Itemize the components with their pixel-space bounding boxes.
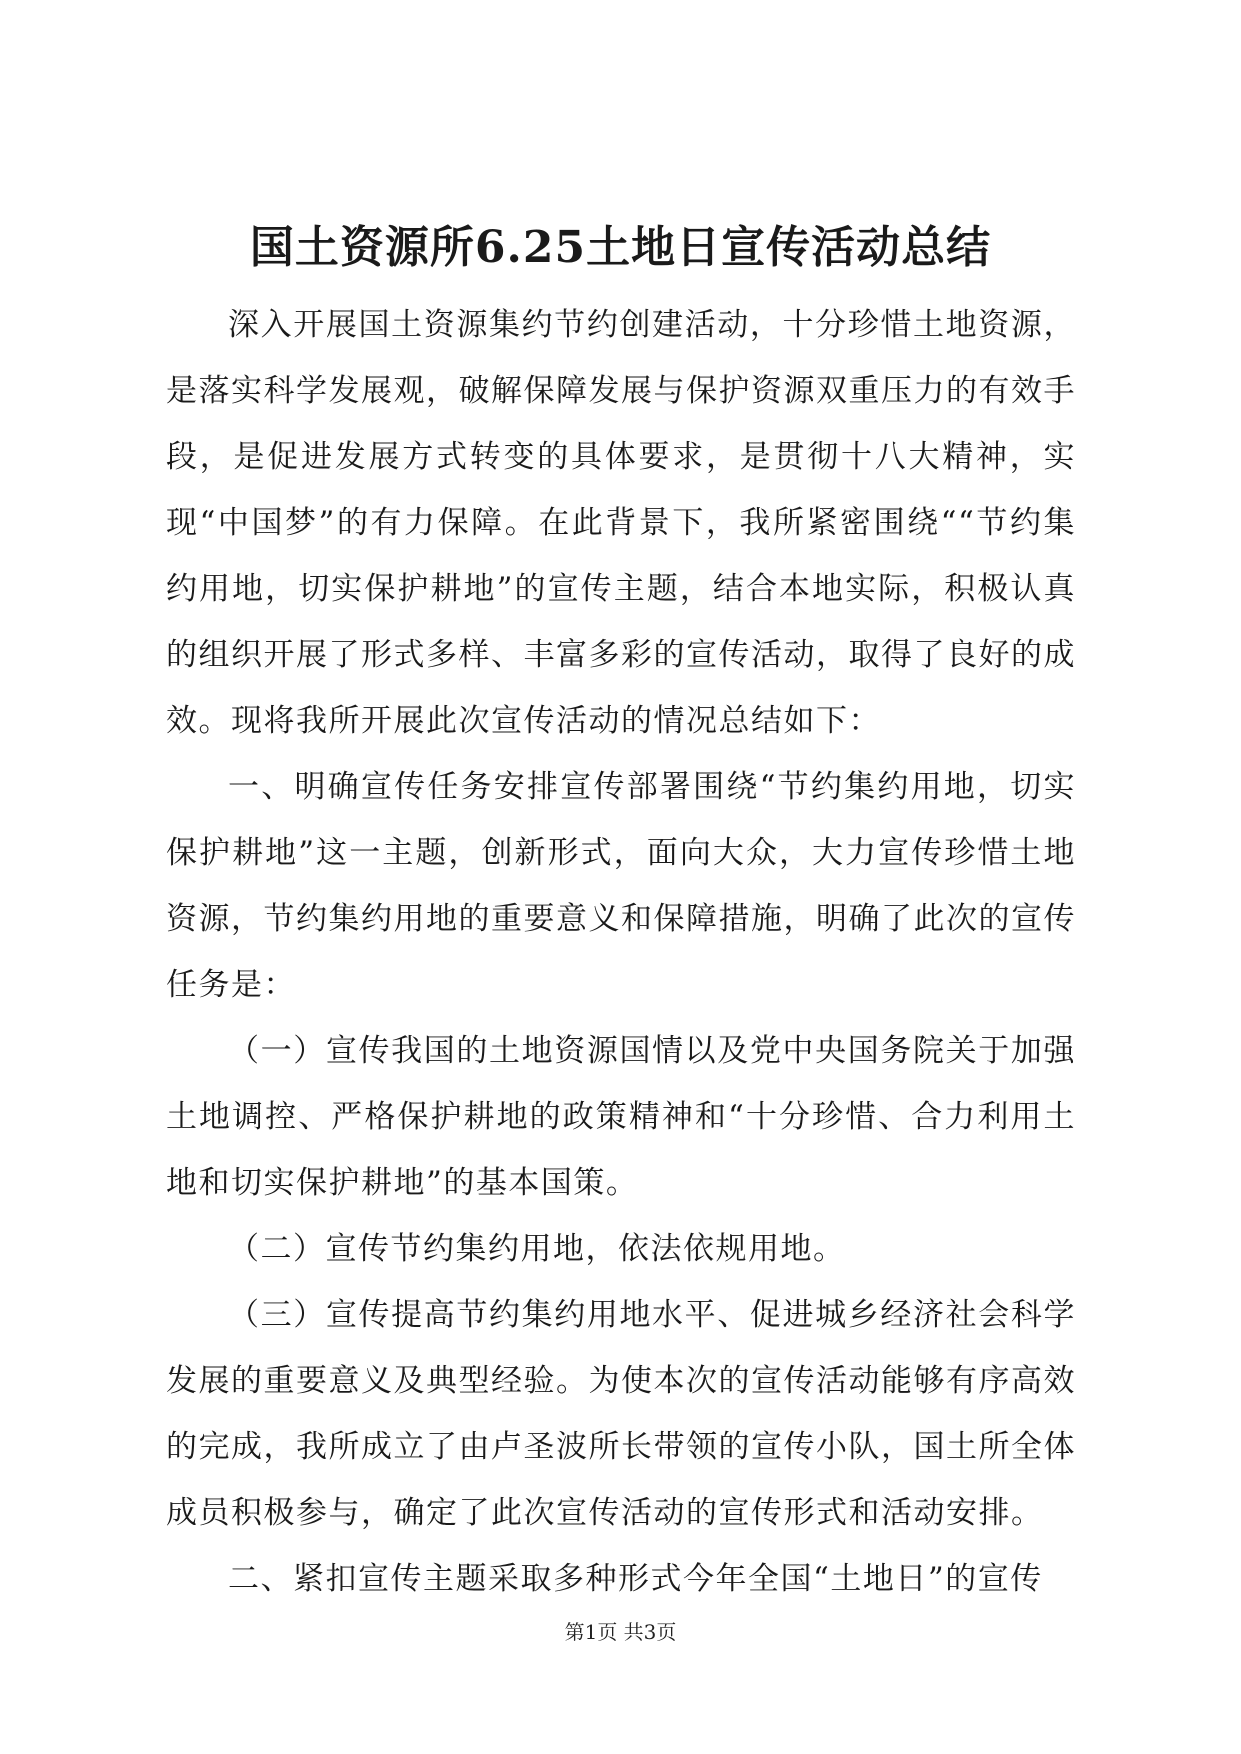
- paragraph-section-2: 二、紧扣宣传主题采取多种形式今年全国“土地日”的宣传: [228, 1561, 1043, 1597]
- paragraph-intro: 深入开展国土资源集约节约创建活动，十分珍惜土地资源，是落实科学发展观，破解保障发展与保护资源双重压力的有效手段，是促进发展方式转变的具体要求，是贯彻十八大精神，实现“中国梦”的有力保障。在此背景下，我所紧密围绕““节约集约用地，切实保护耕地”的宣传主题，结合本地实际，积极认真的组织开展了形式多样、丰富多彩的宣传活动，取得了良好的成效。现将我所开展此次宣传活动的情况总结如下：: [166, 307, 1076, 739]
- paragraph-item-3: （三）宣传提高节约集约用地水平、促进城乡经济社会科学发展的重要意义及典型经验。为使本次的宣传活动能够有序高效的完成，我所成立了由卢圣波所长带领的宣传小队，国土所全体成员积极参与，确定了此次宣传活动的宣传形式和活动安排。: [166, 1297, 1076, 1531]
- page-number-footer: 第1页 共3页: [564, 1620, 677, 1644]
- document-body: [166, 292, 1076, 1612]
- paragraph-item-2: （二）宣传节约集约用地，依法依规用地。: [228, 1231, 846, 1267]
- document-title: 国土资源所6.25土地日宣传活动总结: [249, 222, 992, 273]
- paragraph-section-1: 一、明确宣传任务安排宣传部署围绕“节约集约用地，切实保护耕地”这一主题，创新形式，面向大众，大力宣传珍惜土地资源，节约集约用地的重要意义和保障措施，明确了此次的宣传任务是：: [166, 769, 1076, 1003]
- paragraph-item-1: （一）宣传我国的土地资源国情以及党中央国务院关于加强土地调控、严格保护耕地的政策精神和“十分珍惜、合力利用土地和切实保护耕地”的基本国策。: [166, 1033, 1076, 1201]
